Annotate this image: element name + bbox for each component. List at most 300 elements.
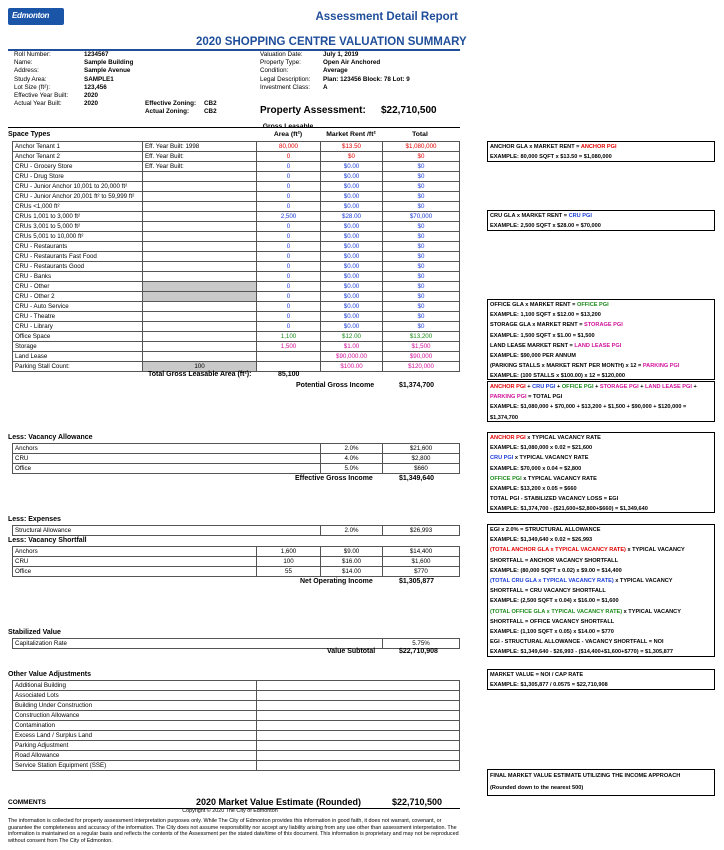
gla-value: 0 bbox=[257, 192, 321, 202]
space-row bbox=[13, 272, 460, 282]
space-note bbox=[143, 182, 257, 192]
note-total-pgi bbox=[487, 381, 715, 422]
note-line bbox=[490, 341, 712, 351]
gla-value: 0 bbox=[257, 312, 321, 322]
space-type-name: CRU - Auto Service bbox=[13, 302, 143, 312]
note-line bbox=[490, 484, 712, 494]
shortfall-area: 100 bbox=[257, 557, 321, 567]
space-row bbox=[13, 222, 460, 232]
space-note bbox=[143, 252, 257, 262]
shortfall-category: CRU bbox=[13, 557, 257, 567]
market-rent-value: $28.00 bbox=[321, 212, 383, 222]
gla-value: 0 bbox=[257, 302, 321, 312]
gla-value: 0 bbox=[257, 292, 321, 302]
note-text: SHORTFALL = CRU VACANCY SHORTFALL bbox=[490, 588, 606, 595]
adjustment-row bbox=[13, 701, 460, 711]
note-line bbox=[490, 382, 712, 392]
space-note bbox=[143, 332, 257, 342]
pgi-value: $1,374,700 bbox=[399, 382, 435, 389]
space-type-name: CRU - Junior Anchor 20,001 ft² to 59,999 ft² bbox=[13, 192, 143, 202]
vacancy-category: CRU bbox=[13, 454, 321, 464]
shortfall-rate: $16.00 bbox=[321, 557, 383, 567]
market-rent-value: $90,000.00 bbox=[321, 352, 383, 362]
note-text: + bbox=[691, 384, 697, 390]
gla-value: 0 bbox=[257, 272, 321, 282]
market-rent-value: $12.00 bbox=[321, 332, 383, 342]
note-text: + bbox=[525, 384, 533, 390]
total-value: $0 bbox=[383, 272, 460, 282]
space-row bbox=[13, 282, 460, 292]
note-text: = TOTAL PGI bbox=[526, 394, 563, 401]
space-row bbox=[13, 172, 460, 182]
space-type-name: CRU - Grocery Store bbox=[13, 162, 143, 172]
market-rent-value: $0.00 bbox=[321, 262, 383, 272]
cap-rate-label: Capitalization Rate bbox=[13, 639, 383, 649]
note-line bbox=[490, 152, 712, 162]
space-row bbox=[13, 142, 460, 152]
mve-value: $22,710,500 bbox=[392, 797, 443, 807]
zoning-value: CB2 bbox=[204, 100, 217, 108]
tgla-label: Total Gross Leasable Area (ft²): bbox=[148, 371, 252, 378]
adjustment-value bbox=[257, 691, 460, 701]
field-value: Open Air Anchored bbox=[323, 59, 381, 67]
space-row bbox=[13, 232, 460, 242]
note-text: PARKING PGI bbox=[642, 363, 680, 370]
note-line bbox=[490, 443, 712, 453]
note-text: EXAMPLE: 80,000 SQFT x $13.50 = $1,080,000 bbox=[490, 154, 612, 161]
note-line bbox=[490, 545, 712, 555]
total-value: $120,000 bbox=[383, 362, 460, 372]
shortfall-heading: Less: Vacancy Shortfall bbox=[8, 537, 87, 544]
stabilized-heading: Stabilized Value bbox=[8, 629, 61, 636]
note-text: OFFICE GLA x MARKET RENT = bbox=[490, 302, 577, 308]
space-note bbox=[143, 282, 257, 292]
space-note bbox=[143, 202, 257, 212]
market-rent-value: $0.00 bbox=[321, 182, 383, 192]
adjustment-value bbox=[257, 761, 460, 771]
note-text: CRU PGI bbox=[490, 455, 514, 462]
total-value: $0 bbox=[383, 292, 460, 302]
note-line bbox=[490, 556, 712, 566]
shortfall-row bbox=[13, 557, 460, 567]
gla-value: 2,500 bbox=[257, 212, 321, 222]
space-type-name: CRUs <1,000 ft² bbox=[13, 202, 143, 212]
space-row bbox=[13, 342, 460, 352]
space-note bbox=[143, 232, 257, 242]
egi-label: Effective Gross Income bbox=[295, 475, 373, 482]
note-text: LAND LEASE PGI bbox=[574, 342, 622, 349]
space-type-name: Storage bbox=[13, 342, 143, 352]
space-row bbox=[13, 212, 460, 222]
note-line bbox=[490, 464, 712, 474]
market-rent-value: $100.00 bbox=[321, 362, 383, 372]
space-type-name: CRUs 1,001 to 3,000 ft² bbox=[13, 212, 143, 222]
note-text: EXAMPLE: 1,500 SQFT x $1.00 = $1,500 bbox=[490, 332, 595, 339]
note-line bbox=[490, 371, 712, 380]
field-label: Condition: bbox=[260, 67, 289, 75]
note-text: OFFICE PGI bbox=[490, 475, 522, 482]
edmonton-logo: Edmonton bbox=[8, 8, 64, 25]
report-subtitle: 2020 SHOPPING CENTRE VALUATION SUMMARY bbox=[196, 36, 467, 48]
space-type-name: CRU - Other 2 bbox=[13, 292, 143, 302]
gla-value: 0 bbox=[257, 252, 321, 262]
note-line bbox=[490, 576, 712, 586]
comments-label: COMMENTS bbox=[8, 799, 46, 806]
subtotal-value: $22,710,908 bbox=[399, 648, 438, 655]
space-note bbox=[143, 262, 257, 272]
note-text: EXAMPLE: $1,349,640 - $26,993 - ($14,400+$1,600+$770) = $1,305,877 bbox=[490, 649, 674, 656]
note-text: EXAMPLE: 2,500 SQFT x $28.00 = $70,000 bbox=[490, 223, 601, 230]
pgi-label: Potential Gross Income bbox=[296, 382, 375, 389]
shortfall-table bbox=[12, 546, 460, 577]
space-row bbox=[13, 322, 460, 332]
note-line bbox=[490, 607, 712, 617]
adjustment-row bbox=[13, 721, 460, 731]
space-type-name: CRU - Banks bbox=[13, 272, 143, 282]
expenses-table bbox=[12, 525, 460, 536]
egi-value: $1,349,640 bbox=[399, 475, 435, 482]
vacancy-row bbox=[13, 454, 460, 464]
note-text: x TYPICAL VACANCY RATE bbox=[513, 455, 589, 462]
space-row bbox=[13, 182, 460, 192]
vacancy-amount: $21,600 bbox=[383, 444, 460, 454]
total-value: $0 bbox=[383, 242, 460, 252]
vacancy-rate: 4.0% bbox=[321, 454, 383, 464]
shortfall-area: 1,600 bbox=[257, 547, 321, 557]
property-assessment-value: $22,710,500 bbox=[381, 105, 437, 116]
field-label: Address: bbox=[14, 67, 39, 75]
total-value: $0 bbox=[383, 302, 460, 312]
note-line bbox=[490, 310, 712, 320]
space-row bbox=[13, 162, 460, 172]
adjustment-row bbox=[13, 711, 460, 721]
noi-value: $1,305,877 bbox=[399, 578, 435, 585]
note-text: (TOTAL CRU GLA x TYPICAL VACANCY RATE) bbox=[490, 578, 614, 585]
gla-value: 0 bbox=[257, 222, 321, 232]
shortfall-category: Anchors bbox=[13, 547, 257, 557]
market-rent-value: $0.00 bbox=[321, 322, 383, 332]
note-line: $1,374,700 bbox=[490, 414, 518, 421]
note-line bbox=[490, 770, 712, 782]
gla-value: 0 bbox=[257, 202, 321, 212]
note-line bbox=[490, 474, 712, 484]
market-rent-value: $0.00 bbox=[321, 162, 383, 172]
note-line bbox=[490, 782, 712, 794]
total-value: $0 bbox=[383, 202, 460, 212]
space-types-table bbox=[12, 141, 460, 372]
adjustment-row bbox=[13, 741, 460, 751]
total-value: $0 bbox=[383, 182, 460, 192]
note-text: LAND LEASE PGI bbox=[645, 384, 692, 390]
total-value: $0 bbox=[383, 322, 460, 332]
mve-label: 2020 Market Value Estimate (Rounded) bbox=[196, 797, 362, 807]
market-rent-value: $0.00 bbox=[321, 252, 383, 262]
vacancy-heading: Less: Vacancy Allowance bbox=[8, 434, 93, 441]
field-label: Investment Class: bbox=[260, 83, 311, 91]
gla-value: 1,500 bbox=[257, 342, 321, 352]
space-type-name: CRU - Theatre bbox=[13, 312, 143, 322]
space-type-name: CRUs 3,001 to 5,000 ft² bbox=[13, 222, 143, 232]
rent-column-header: Market Rent /ft² bbox=[326, 131, 376, 138]
note-text: OFFICE PGI bbox=[561, 384, 594, 390]
gla-column-header: Gross Leasable Area (ft²) bbox=[262, 123, 314, 138]
note-line: EXAMPLE: $1,080,000 + $70,000 + $13,200 + $1,500 + $90,000 + $120,000 = bbox=[490, 404, 687, 411]
note-text: SHORTFALL = OFFICE VACANCY SHORTFALL bbox=[490, 618, 615, 625]
gla-value: 0 bbox=[257, 152, 321, 162]
vacancy-category: Office bbox=[13, 464, 321, 474]
space-note bbox=[143, 302, 257, 312]
note-line bbox=[490, 392, 712, 402]
note-text: x TYPICAL VACANCY bbox=[622, 608, 681, 615]
note-text: x TYPICAL VACANCY bbox=[625, 547, 685, 554]
space-note: Eff. Year Built: bbox=[143, 152, 257, 162]
note-text: EXAMPLE: $1,080,000 x 0.02 = $21,600 bbox=[490, 445, 593, 452]
vacancy-row bbox=[13, 464, 460, 474]
gla-value: 0 bbox=[257, 162, 321, 172]
market-rent-value: $0.00 bbox=[321, 232, 383, 242]
space-row bbox=[13, 292, 460, 302]
vacancy-row bbox=[13, 444, 460, 454]
note-text: LAND LEASE MARKET RENT = bbox=[490, 342, 575, 349]
note-text: + bbox=[555, 384, 562, 390]
space-row bbox=[13, 352, 460, 362]
note-text: TOTAL PGI - STABILIZED VACANCY LOSS = EGI bbox=[490, 496, 619, 503]
note-text: CRU GLA x MARKET RENT = bbox=[490, 213, 569, 219]
adjustment-row bbox=[13, 751, 460, 761]
note-text: EXAMPLE: 1,100 SQFT x $12.00 = $13,200 bbox=[490, 312, 601, 319]
market-rent-value: $0.00 bbox=[321, 272, 383, 282]
shortfall-rate: $9.00 bbox=[321, 547, 383, 557]
field-value: Plan: 123456 Block: 78 Lot: 9 bbox=[323, 75, 410, 83]
market-rent-value: $1.00 bbox=[321, 342, 383, 352]
gla-value bbox=[257, 362, 321, 372]
vacancy-table bbox=[12, 443, 460, 474]
note-text: EXAMPLE: $13,200 x 0.05 = $660 bbox=[490, 486, 577, 493]
title-rule bbox=[8, 49, 460, 51]
space-row bbox=[13, 332, 460, 342]
note-text: x TYPICAL VACANCY RATE bbox=[521, 475, 597, 482]
field-label: Roll Number: bbox=[14, 51, 51, 58]
note-line bbox=[490, 361, 712, 371]
cap-rate-table bbox=[12, 638, 460, 649]
field-label: Legal Description: bbox=[260, 75, 311, 83]
note-line bbox=[490, 617, 712, 627]
note-line bbox=[490, 586, 712, 596]
space-row bbox=[13, 362, 460, 372]
space-row bbox=[13, 202, 460, 212]
field-label: Study Area: bbox=[14, 75, 47, 83]
market-rent-value: $0.00 bbox=[321, 172, 383, 182]
cap-rate-value: 5.75% bbox=[383, 639, 460, 649]
note-text: PARKING PGI bbox=[490, 394, 527, 401]
adjustment-value bbox=[257, 731, 460, 741]
total-value: $0 bbox=[383, 222, 460, 232]
note-text: EXAMPLE: $1,349,640 x 0.02 = $26,993 bbox=[490, 537, 593, 544]
space-note bbox=[143, 272, 257, 282]
adjustment-row bbox=[13, 691, 460, 701]
other-adjustments-heading: Other Value Adjustments bbox=[8, 671, 91, 678]
field-label: Effective Year Built: bbox=[14, 92, 69, 99]
note-text: + bbox=[593, 384, 600, 390]
note-line bbox=[490, 142, 712, 152]
field-value: A bbox=[323, 83, 328, 91]
note-anchor-pgi bbox=[487, 141, 715, 162]
zoning-label: Actual Zoning: bbox=[145, 108, 190, 116]
field-value: 2020 bbox=[84, 100, 99, 108]
space-type-name: CRU - Restaurants Fast Food bbox=[13, 252, 143, 262]
field-label: Property Type: bbox=[260, 59, 301, 67]
note-text: ANCHOR GLA x MARKET RENT = bbox=[490, 144, 581, 150]
note-line bbox=[490, 647, 712, 657]
note-text: OFFICE PGI bbox=[576, 302, 609, 308]
total-value: $90,000 bbox=[383, 352, 460, 362]
note-line bbox=[490, 211, 712, 221]
note-text: ANCHOR PGI bbox=[490, 384, 526, 390]
expense-rate: 2.0% bbox=[321, 526, 383, 536]
adjustment-name: Building Under Construction bbox=[13, 701, 257, 711]
note-text: EXAMPLE: $1,305,877 / 0.0575 = $22,710,908 bbox=[490, 682, 608, 689]
space-note bbox=[143, 242, 257, 252]
total-value: $70,000 bbox=[383, 212, 460, 222]
total-value: $0 bbox=[383, 312, 460, 322]
space-note bbox=[143, 312, 257, 322]
note-line bbox=[490, 300, 712, 310]
adjustment-name: Associated Lots bbox=[13, 691, 257, 701]
field-value: 2020 bbox=[84, 92, 99, 99]
space-row bbox=[13, 152, 460, 162]
note-text: STORAGE GLA x MARKET RENT = bbox=[490, 322, 585, 329]
adjustment-row bbox=[13, 681, 460, 691]
market-rent-value: $0.00 bbox=[321, 242, 383, 252]
report-title: Assessment Detail Report bbox=[315, 11, 458, 23]
field-value: Sample Building bbox=[84, 59, 134, 67]
note-text: EXAMPLE: (100 STALLS x $100.00) x 12 = $120,000 bbox=[490, 373, 625, 380]
vacancy-rate: 5.0% bbox=[321, 464, 383, 474]
note-text: STORAGE PGI bbox=[584, 322, 623, 329]
note-text: EXAMPLE: (80,000 SQFT x 0.02) x $9.00 = $14,400 bbox=[490, 567, 622, 574]
space-note bbox=[143, 212, 257, 222]
space-row bbox=[13, 252, 460, 262]
note-text: (PARKING STALLS x MARKET RENT PER MONTH) x 12 = bbox=[490, 363, 643, 370]
shortfall-area: 55 bbox=[257, 567, 321, 577]
note-line bbox=[490, 221, 712, 231]
market-rent-value: $13.50 bbox=[321, 142, 383, 152]
adjustment-name: Additional Building bbox=[13, 681, 257, 691]
space-type-name: Parking Stall Count: bbox=[13, 362, 143, 372]
field-value: Average bbox=[323, 67, 348, 75]
market-rent-value: $0.00 bbox=[321, 202, 383, 212]
note-text: MARKET VALUE = NOI / CAP RATE bbox=[490, 672, 584, 678]
gla-value: 0 bbox=[257, 262, 321, 272]
space-note: 100 bbox=[143, 362, 257, 372]
zoning-label: Effective Zoning: bbox=[145, 100, 197, 108]
note-text: EXAMPLE: $90,000 PER ANNUM bbox=[490, 353, 576, 360]
space-note bbox=[143, 322, 257, 332]
market-rent-value: $0.00 bbox=[321, 192, 383, 202]
header-rule bbox=[8, 127, 460, 128]
space-type-name: CRU - Other bbox=[13, 282, 143, 292]
adjustment-value bbox=[257, 721, 460, 731]
space-type-name: CRU - Restaurants Good bbox=[13, 262, 143, 272]
adjustment-name: Contamination bbox=[13, 721, 257, 731]
market-rent-value: $0 bbox=[321, 152, 383, 162]
total-value: $0 bbox=[383, 252, 460, 262]
note-text: ANCHOR PGI bbox=[580, 144, 617, 150]
note-text: x TYPICAL VACANCY RATE bbox=[525, 435, 601, 441]
note-line bbox=[490, 637, 712, 647]
total-value: $0 bbox=[383, 152, 460, 162]
gla-value: 0 bbox=[257, 172, 321, 182]
space-note: Eff. Year Built: 1998 bbox=[143, 142, 257, 152]
field-value: SAMPLE1 bbox=[84, 75, 114, 83]
note-text: CRU PGI bbox=[532, 384, 556, 390]
space-note bbox=[143, 222, 257, 232]
subtotal-label: Value Subtotal bbox=[327, 648, 376, 655]
adjustment-value bbox=[257, 681, 460, 691]
note-text: ANCHOR PGI bbox=[490, 435, 526, 441]
gla-value: 80,000 bbox=[257, 142, 321, 152]
note-line bbox=[490, 670, 712, 680]
space-row bbox=[13, 262, 460, 272]
other-adjustments-table bbox=[12, 680, 460, 771]
note-market-value bbox=[487, 669, 715, 690]
shortfall-amount: $770 bbox=[383, 567, 460, 577]
note-text: x TYPICAL VACANCY bbox=[613, 578, 673, 585]
space-row bbox=[13, 192, 460, 202]
total-value: $13,200 bbox=[383, 332, 460, 342]
total-value: $1,500 bbox=[383, 342, 460, 352]
expense-row bbox=[13, 526, 460, 536]
vacancy-amount: $2,800 bbox=[383, 454, 460, 464]
gla-value: 0 bbox=[257, 232, 321, 242]
market-rent-value: $0.00 bbox=[321, 292, 383, 302]
note-text: STORAGE PGI bbox=[599, 384, 639, 390]
total-column-header: Total bbox=[412, 131, 428, 138]
adjustment-name: Road Allowance bbox=[13, 751, 257, 761]
adjustment-value bbox=[257, 711, 460, 721]
gla-value: 0 bbox=[257, 182, 321, 192]
field-value: Sample Avenue bbox=[84, 67, 131, 75]
note-other-pgi bbox=[487, 299, 715, 380]
space-note: Eff. Year Built: bbox=[143, 162, 257, 172]
space-note bbox=[143, 352, 257, 362]
shortfall-rate: $14.00 bbox=[321, 567, 383, 577]
disclaimer: The information is collected for property assessment interpretation purposes only. While The City of Edmonton provides this information in good faith, it does not warrant, covenant, or guarantee the completeness and accuracy of the information. The City does not assume responsibility nor accept any liability arising from any use other than assessment interpretation. The information is maintained on a regular basis and reflects the contents of the Assessment per the stated date/time of this document. This information is proprietary and may not be reproduced without consent from The City of Edmonton. bbox=[8, 818, 459, 844]
note-text: EXAMPLE: (1,100 SQFT x 0.05) x $14.00 = $770 bbox=[490, 629, 614, 636]
note-line bbox=[490, 331, 712, 341]
shortfall-amount: $14,400 bbox=[383, 547, 460, 557]
space-note bbox=[143, 172, 257, 182]
space-type-name: Office Space bbox=[13, 332, 143, 342]
note-line bbox=[490, 596, 712, 606]
space-type-name: CRU - Library bbox=[13, 322, 143, 332]
total-value: $0 bbox=[383, 282, 460, 292]
space-note bbox=[143, 342, 257, 352]
note-vacancy-egi bbox=[487, 432, 715, 513]
field-value: July 1, 2019 bbox=[323, 51, 359, 58]
market-rent-value: $0.00 bbox=[321, 222, 383, 232]
note-line bbox=[490, 320, 712, 330]
note-text: EGI - STRUCTURAL ALLOWANCE - VACANCY SHORTFALL = NOI bbox=[490, 639, 664, 646]
market-rent-value: $0.00 bbox=[321, 302, 383, 312]
expense-name: Structural Allowance bbox=[13, 526, 321, 536]
note-text: (Rounded down to the nearest 500) bbox=[490, 785, 584, 791]
gla-value: 1,100 bbox=[257, 332, 321, 342]
total-value: $0 bbox=[383, 232, 460, 242]
note-text: FINAL MARKET VALUE ESTIMATE UTILIZING THE INCOME APPROACH bbox=[490, 773, 681, 779]
total-value: $0 bbox=[383, 262, 460, 272]
shortfall-row bbox=[13, 567, 460, 577]
